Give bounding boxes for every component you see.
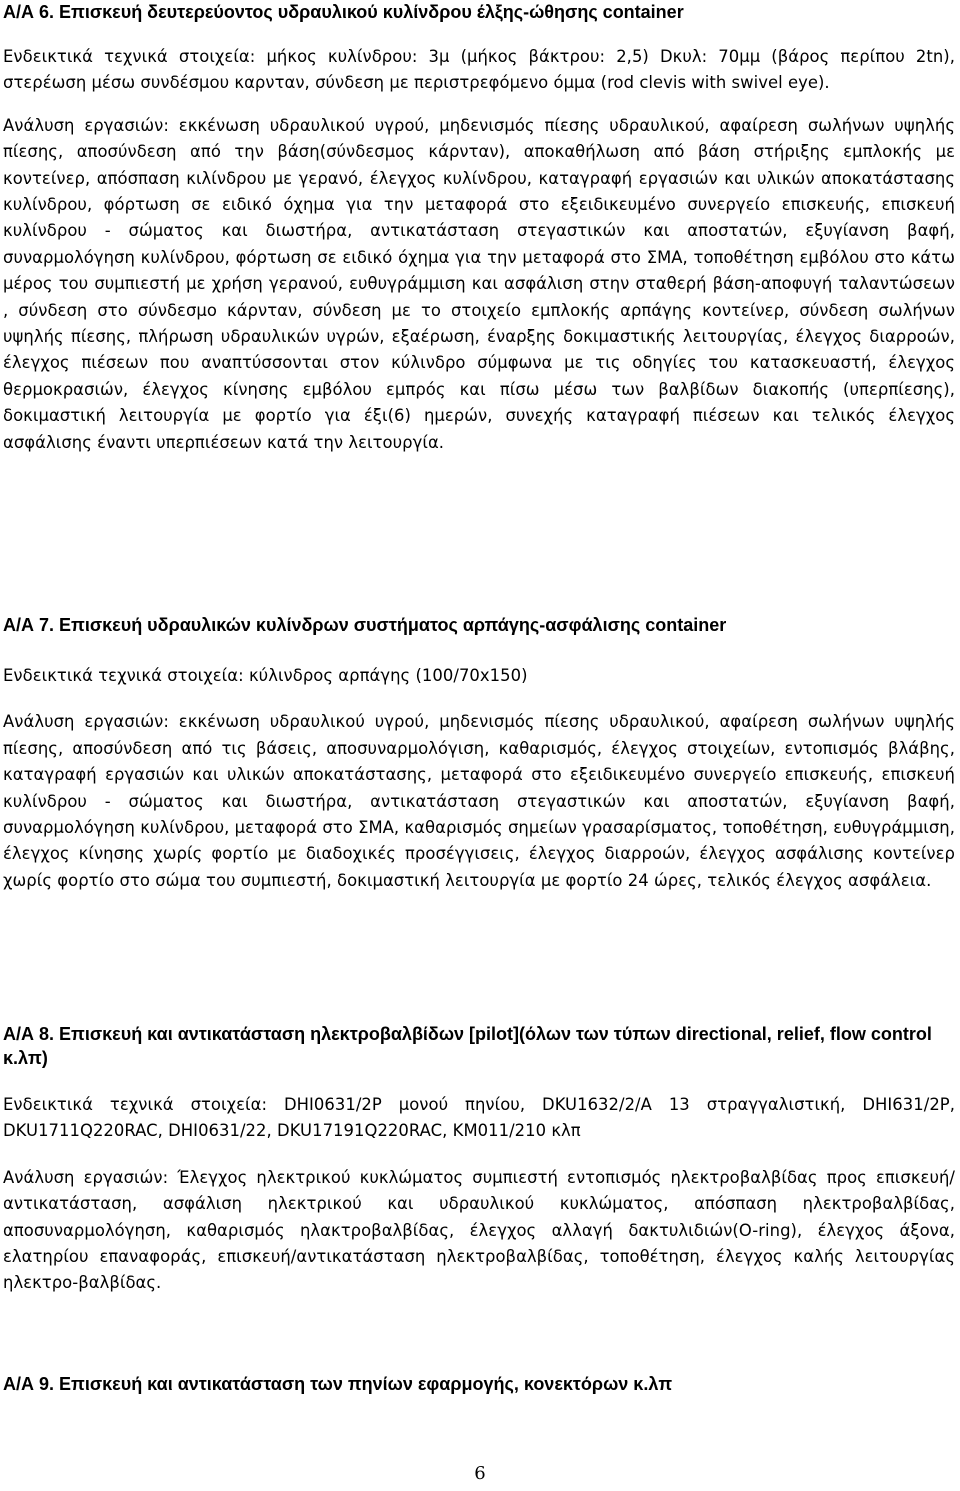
section-7-analysis: Ανάλυση εργασιών: εκκένωση υδραυλικού υγρού, μηδενισμός πίεσης υδραυλικού, αφαίρεση σωλήνων υψηλής πίεσης, αποσύνδεση από τις βάσεις, αποσυναρμολόγιση, καθαρισμός, έλεγχος στοιχείων, εντοπισμός βλάβης, καταγραφή εργασιών και υλικών αποκατάστασης, μεταφορά στο εξειδικευμένο συνεργείο επισκευής, επισκευή κυλίνδρου - σώματος και διωστήρα, αντικατάσταση στεγαστικών και αποστατών, εξυγίανση βαφή, συναρμολόγηση κυλίνδρου, μεταφορά στο ΣΜΑ, καθαρισμός σημείων γρασαρίσματος, τοποθέτηση, ευθυγράμμιση, έλεγχος κίνησης χωρίς φορτίο με διαδοχικές προσέγγισεις, έλεγχος διαρροών, έλεγχος ασφάλισης κοντείνερ χωρίς φορτίο στο σώμα του συμπιεστή, δοκιμαστική λειτουργία με φορτίο 24 ώρες, τελικός έλεγχος ασφάλεια. xyxy=(3,712,955,890)
section-8-number: Α/Α 8. xyxy=(3,1024,55,1044)
section-8-title: Επισκευή και αντικατάσταση ηλεκτροβαλβίδων [pilot](όλων των τύπων directional, relief, flow control κ.λπ) xyxy=(3,1024,932,1068)
section-8-specs: Ενδεικτικά τεχνικά στοιχεία: DHI0631/2P μονού πηνίου, DKU1632/2/A 13 στραγγαλιστική, DHI631/2P, DKU1711Q220RAC, DHI0631/22, DKU17191Q220RAC, KM011/210 κλπ xyxy=(3,1095,955,1141)
section-8-heading xyxy=(3,1022,955,1070)
page-number: 6 xyxy=(474,1463,486,1484)
section-8 xyxy=(3,1022,955,1297)
section-8-analysis: Ανάλυση εργασιών: Έλεγχος ηλεκτρικού κυκλώματος συμπιεστή εντοπισμός ηλεκτροβαλβίδας προς επισκευή/αντικατάσταση, ασφάλιση ηλεκτρικού και υδραυλικού κυκλώματος, απόσπαση ηλεκτροβαλβίδας, αποσυναρμολόγηση, καθαρισμός ηλακτροβαλβίδας, έλεγχος αλλαγή δακτυλιδιών(O-ring), έλεγχος άξονα, ελατηρίου επαναφοράς, επισκευή/αντικατάσταση ηλεκτροβαλβίδας, τοποθέτηση, έλεγχος καλής λειτουργίας ηλεκτρο-βαλβίδας. xyxy=(3,1167,955,1293)
section-7 xyxy=(3,613,955,894)
section-6-title: Επισκευή δευτερεύοντος υδραυλικού κυλίνδρου έλξης-ώθησης container xyxy=(59,2,684,22)
section-9-title: Επισκευή και αντικατάσταση των πηνίων εφαρμογής, κονεκτόρων κ.λπ xyxy=(59,1374,673,1394)
section-6-analysis: Ανάλυση εργασιών: εκκένωση υδραυλικού υγρού, μηδενισμός πίεσης υδραυλικού, αφαίρεση σωλήνων υψηλής πίεσης, αποσύνδεση από την βάση(σύνδεσμος κάρνταν), αποκαθήλωση από βάση στήριξης εμπλοκής με κοντείνερ, απόσπαση κιλίνδρου με γερανό, έλεγχος κυλίνδρου, καταγραφή εργασιών και υλικών αποκατάστασης κυλίνδρου, φόρτωση σε ειδικό όχημα για την μεταφορά στο εξειδικευμένο συνεργείο επισκευής, επισκευή κυλίνδρου - σώματος και διωστήρα, αντικατάσταση στεγαστικών και αποστατών, εξυγίανση βαφή, συναρμολόγηση κυλίνδρου, φόρτωση σε ειδικό όχημα για την μεταφορά στο ΣΜΑ, τοποθέτηση εμβόλου στο κάτω μέρος του συμπιεστή με χρήση γερανού, ευθυγράμμιση και ασφάλιση στην σταθερή βάση-αποφυγή ταλαντώσεων , σύνδεση στο σύνδεσμο κάρνταν, σύνδεση με το στοιχείο εμπλοκής αρπάγης κοντείνερ, σύνδεση σωλήνων υψηλής πίεσης, πλήρωση υδραυλικών υγρών, εξαέρωση, έναρξης δοκιμαστικής λειτουργίας, έλεγχος διαρροών, έλεγχος πιέσεων που αναπτύσσονται στον κύλινδρο σύμφωνα με τις οδηγίες του κατασκευαστή, έλεγχος θερμοκρασιών, έλεγχος κίνησης εμβόλου εμπρός και πίσω μέσω των βαλβίδων διακοπής (υπερπίεσης), δοκιμαστική λειτουργία με φορτίο για έξι(6) ημερών, συνεχής καταγραφή πιέσεων και τελικός έλεγχος ασφάλισης έναντι υπερπιέσεων κατά την λειτουργία. xyxy=(3,115,955,452)
section-6-heading xyxy=(3,0,955,24)
section-9-number: Α/Α 9. xyxy=(3,1374,55,1394)
section-7-number: Α/Α 7. xyxy=(3,615,55,635)
section-7-heading xyxy=(3,613,955,637)
section-9-heading xyxy=(3,1372,955,1396)
section-6-specs: Ενδεικτικά τεχνικά στοιχεία: μήκος κυλίνδρου: 3μ (μήκος βάκτρου: 2,5) Dκυλ: 70μμ (βάρος περίπου 2tn), στερέωση μέσω συνδέσμου καρνταν, σύνδεση με περιστρεφόμενο όμμα (rod clevis with swivel eye). xyxy=(3,47,955,93)
section-9 xyxy=(3,1372,955,1396)
section-7-specs: Ενδεικτικά τεχνικά στοιχεία: κύλινδρος αρπάγης (100/70x150) xyxy=(3,666,528,685)
section-7-title: Επισκευή υδραυλικών κυλίνδρων συστήματος αρπάγης-ασφάλισης container xyxy=(59,615,727,635)
section-6 xyxy=(3,0,955,456)
section-6-number: Α/Α 6. xyxy=(3,2,55,22)
